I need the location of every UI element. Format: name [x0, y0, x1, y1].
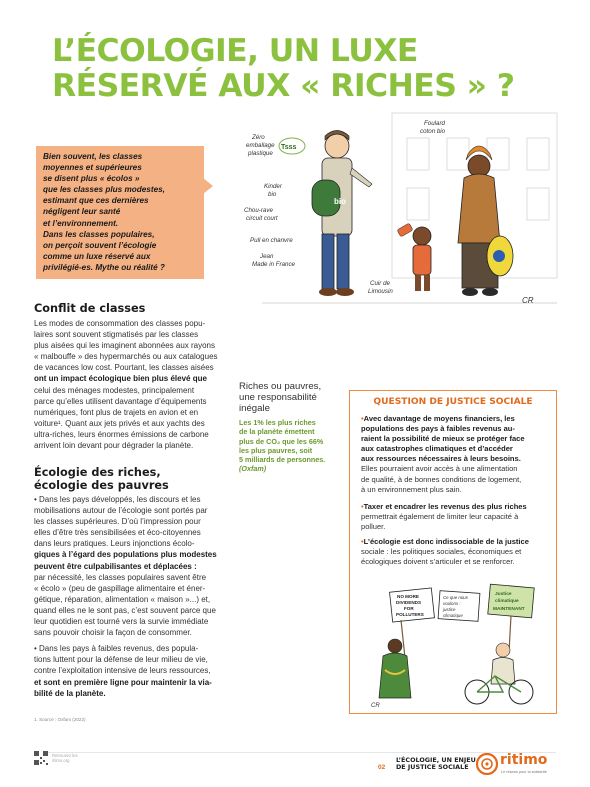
section-heading-conflit: Conflit de classes — [34, 302, 146, 315]
callout-line: négligent leur santé — [43, 207, 121, 217]
footnote: 1. Source : Oxfam (2022) — [34, 717, 86, 722]
section-heading-ecologie — [34, 466, 169, 492]
body-line: laires sont souvent stigmatisés par les classes — [34, 330, 199, 340]
body-line: gétique, réparation, alimentation « maison »...) et, — [34, 594, 211, 604]
label-pull: Pull en chanvre — [250, 237, 293, 244]
body-line: giques à l’égard des populations plus modestes — [34, 550, 217, 560]
sign-text: Justice — [495, 592, 512, 597]
body-line: parce qu’elles utilisent davantage d’équipements — [34, 396, 207, 406]
box-line: à un environnement plus sain. — [361, 484, 462, 494]
sign-text: climatique — [443, 613, 463, 618]
sidenote-body — [239, 418, 343, 474]
callout-line: privilégié-es. Mythe ou réalité ? — [43, 262, 165, 272]
label-cuir: Cuir de — [370, 280, 390, 287]
label-circuit: circuit court — [246, 215, 278, 222]
box-line: écologiques doivent s’articuler et se renforcer. — [361, 557, 515, 567]
bullet-icon: • — [361, 502, 364, 511]
body-line: et sont en première ligne pour maintenir la via- — [34, 677, 212, 687]
sidenote-title — [239, 382, 349, 414]
body-line: ultra-riches, leurs énormes émissions de carbone — [34, 429, 209, 439]
box-line: sociale : les politiques sociales, économiques et — [361, 547, 522, 557]
label-coton: coton bio — [420, 128, 446, 135]
footer-small-line: Retrouvez les — [52, 753, 78, 758]
section-heading-line: Écologie des riches, — [34, 466, 161, 479]
illustration-signature: CR — [522, 296, 534, 305]
callout-line: se disent plus « écolos » — [43, 174, 140, 184]
body-line: « écolo » (peu de gaspillage alimentaire et éner- — [34, 583, 206, 593]
sign-text: climatique — [495, 599, 519, 604]
bullet-icon: • — [361, 537, 364, 546]
ritimo-tagline: Le réseau pour la solidarité — [501, 770, 547, 774]
box-paragraph-2 — [361, 502, 547, 532]
protest-illustration — [371, 580, 546, 710]
body-line: leur quotidien est tourné vers la survie immédiate — [34, 617, 209, 627]
sidenote-line: 5 milliards de personnes. — [239, 455, 326, 465]
label-plastique: plastique — [248, 150, 273, 157]
box-line: populations des pays à faibles revenus au- — [361, 424, 515, 434]
box-line: •Avec davantage de moyens financiers, les — [361, 414, 515, 423]
sign-text: justice — [443, 607, 456, 612]
callout-tail — [203, 178, 213, 194]
box-line: •L’écologie est donc indissociable de la justice — [361, 537, 529, 546]
sign-text: Ce que nous — [443, 595, 468, 600]
sidenote-line: Les 1% les plus riches — [239, 418, 316, 427]
label-kinder: Kinder — [264, 183, 282, 190]
label-tsss: Tsss — [281, 144, 297, 151]
body-line: contre l’exploitation intensive de leurs ressources, — [34, 666, 211, 676]
callout-line: que les classes plus modestes, — [43, 185, 165, 195]
series-title — [396, 757, 476, 771]
callout-line: comme un luxe réservé aux — [43, 251, 151, 261]
page-title — [52, 34, 552, 104]
bullet-icon: • — [361, 414, 364, 423]
label-limousin: Limousin — [368, 288, 393, 295]
sign-text: MAINTENANT — [493, 607, 525, 612]
callout-line: Bien souvent, les classes — [43, 152, 143, 161]
body-line: voiture¹. Quant aux jets privés et aux yachts des — [34, 418, 205, 428]
body-line: sans pouvoir choisir la façon de consommer. — [34, 628, 192, 638]
body-line: par nécessité, les classes populaires savent être — [34, 572, 207, 582]
box-paragraph-1 — [361, 414, 547, 495]
box-illustration-signature: CR — [371, 703, 380, 709]
box-line: polluer. — [361, 522, 386, 532]
ritimo-wordmark: ritimo — [500, 752, 548, 768]
man-figure — [312, 131, 372, 297]
callout-line: moyennes et supérieures — [43, 163, 142, 173]
sidenote-line: plus de CO₂ que les 66% — [239, 436, 324, 446]
label-jean: Jean — [260, 253, 274, 260]
body-line: • Dans les pays à faibles revenus, des popula- — [34, 644, 199, 654]
callout-line: et l’environnement. — [43, 218, 119, 228]
label-chou: Chou-rave — [244, 207, 273, 214]
label-foulard: Foulard — [424, 120, 445, 127]
body-line: plus aisées qui les imaginent abonnées aux rayons — [34, 341, 216, 351]
sign-text: DIVIDENDS — [396, 600, 422, 605]
box-line: permettrait également de limiter leur capacité à — [361, 512, 519, 522]
body-line: elles d’être très sensibilisées et éco-citoyennes — [34, 528, 201, 538]
section-body-conflit — [34, 318, 236, 451]
intro-callout — [36, 146, 204, 279]
body-line: dans leurs pratiques. Leurs injonctions écolo- — [34, 539, 195, 549]
body-line: tions luttent pour la défense de leur milieu de vie, — [34, 655, 208, 665]
label-made: Made in France — [252, 261, 295, 268]
body-line: quand elles ne le sont pas, c’est souvent parce que — [34, 605, 216, 615]
label-bio: bio — [268, 191, 277, 198]
box-line: •Taxer et encadrer les revenus des plus riches — [361, 502, 527, 511]
footer-small-text — [52, 753, 78, 763]
body-line: de vacances low cost. Pourtant, les classes aisées — [34, 363, 214, 373]
ritimo-logo-icon — [476, 753, 498, 775]
body-line: Les modes de consommation des classes popu- — [34, 319, 206, 328]
body-line: • Dans les pays développés, les discours et les — [34, 495, 201, 504]
woman-figure — [458, 146, 513, 296]
footer-link[interactable]: ritimo.org — [52, 758, 70, 763]
can-label: bio — [334, 197, 346, 206]
section-body-ecologie — [34, 494, 236, 699]
body-line: celui des ménages modestes, principalement — [34, 385, 195, 395]
body-line: les classes supérieures. D’où l’impression pour — [34, 517, 201, 527]
sign-text: voulons : — [443, 601, 461, 606]
box-paragraph-3 — [361, 537, 547, 567]
sign-text: POLLUTERS — [396, 612, 424, 617]
box-line: de qualité, à de bonnes conditions de logement, — [361, 474, 522, 484]
label-emballage: emballage — [246, 142, 275, 149]
label-zero: Zéro — [252, 134, 265, 141]
series-title-line: L’ÉCOLOGIE, UN ENJEU — [396, 756, 476, 764]
body-line: peuvent être culpabilisantes et déplacées : — [34, 561, 197, 571]
sidenote-line: de la planète émettent — [239, 427, 315, 437]
box-line: aux catastrophes climatiques et d’accéder — [361, 444, 513, 454]
series-title-line: DE JUSTICE SOCIALE — [396, 763, 469, 772]
callout-line: Dans les classes populaires, — [43, 229, 155, 239]
box-title: QUESTION DE JUSTICE SOCIALE — [373, 397, 533, 407]
sidenote-title-line: inégale — [239, 402, 270, 414]
page-title-line-1: L’ÉCOLOGIE, UN LUXE — [52, 33, 418, 69]
page-title-line-2: RÉSERVÉ AUX « RICHES » ? — [52, 68, 515, 104]
family-illustration — [232, 108, 562, 313]
sign-text: NO MORE — [397, 594, 419, 599]
qr-code-icon — [34, 751, 48, 765]
body-line: ont un impact écologique bien plus élevé que — [34, 374, 207, 384]
sidenote-title-line: une responsabilité — [239, 391, 317, 403]
body-line: « malbouffe » des hypermarchés ou aux catalogues — [34, 352, 218, 362]
sidenote-line: (Oxfam) — [239, 464, 267, 474]
body-line: numériques, font plus de trajets en avion et en — [34, 407, 199, 417]
body-line: mobilisations autour de l’écologie sont portés par — [34, 506, 208, 516]
body-line: bilité de la planète. — [34, 688, 106, 698]
page-number: 02 — [378, 764, 386, 771]
section-heading-line: écologie des pauvres — [34, 479, 169, 492]
child-figure — [397, 223, 431, 291]
callout-line: on perçoit souvent l’écologie — [43, 240, 157, 250]
sidenote-line: les plus pauvres, soit — [239, 445, 313, 455]
box-line: aux ressources nécessaires à leurs besoins. — [361, 454, 521, 464]
callout-line: estimant que ces dernières — [43, 196, 149, 206]
sign-text: FOR — [404, 606, 414, 611]
body-line: arrivent loin devant pour dégrader la planète. — [34, 441, 194, 451]
box-line: raient la possibilité de mieux se protéger face — [361, 434, 525, 444]
sidenote-title-line: Riches ou pauvres, — [239, 381, 322, 392]
box-line: Elles pourraient avoir accès à une alimentation — [361, 464, 518, 474]
